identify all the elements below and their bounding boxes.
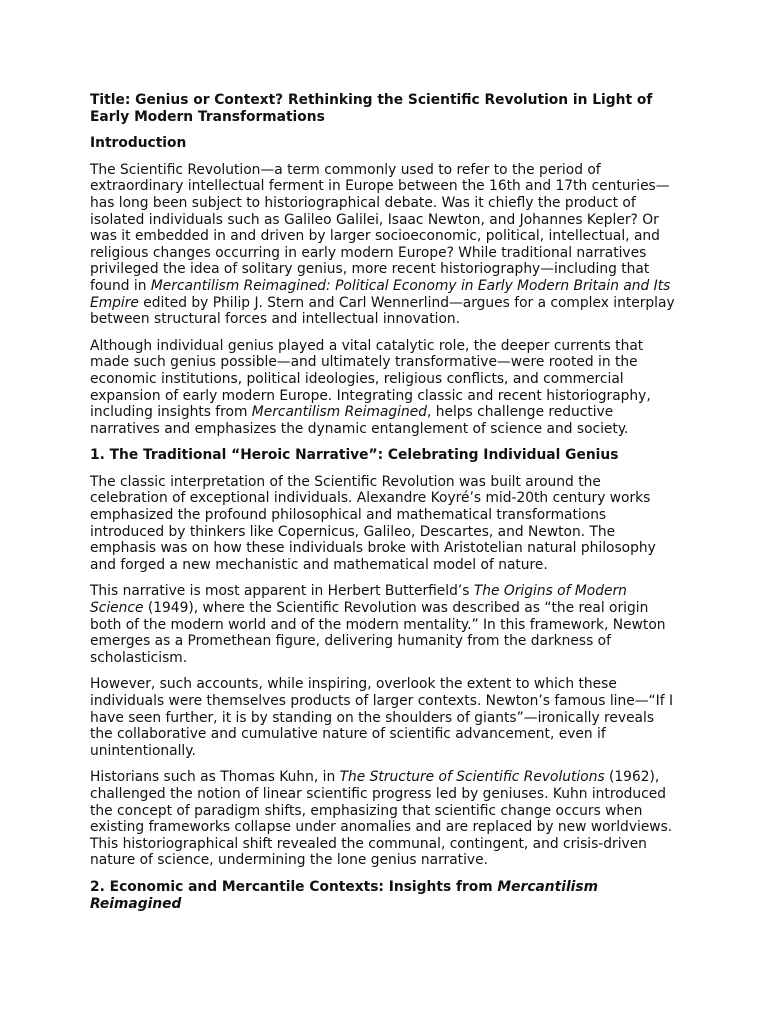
intro-p1-book-title: Mercantilism Reimagined: Political Economy in Early Modern Britain and Its Empire [90, 277, 671, 311]
intro-p2-book-title: Mercantilism Reimagined [251, 404, 427, 421]
intro-paragraph-2 [90, 338, 680, 438]
s1-p2-text-a: This narrative is most apparent in Herbert Butterfield’s [90, 583, 474, 600]
intro-p2-text-a: Although individual genius played a vital catalytic role, the deeper currents that made such genius possible—and ultimately transformative—were rooted in the economic institutions, political ideologies, religious conflicts, and commercial expansion of early modern Europe. Integrating classic and recent historiography, including insights from [90, 337, 651, 421]
s1-p4-text-a: Historians such as Thomas Kuhn, in [90, 769, 340, 786]
intro-p1-text-a: The Scientific Revolution—a term commonly used to refer to the period of extraordinary intellectual ferment in Europe between the 16th and 17th centuries—has long been subject to historiographical debate. Was it chiefly the product of isolated individuals such as Galileo Galilei, Isaac Newton, and Johannes Kepler? Or was it embedded in and driven by larger socioeconomic, political, intellectual, and religious changes occurring in early modern Europe? While traditional narratives privileged the idea of solitary genius, more recent historiography—including that found in [90, 161, 670, 294]
document-title: Title: Genius or Context? Rethinking the Scientific Revolution in Light of Early Modern Transformations [90, 92, 653, 125]
s1-p4-book-title: The Structure of Scientific Revolutions [339, 769, 605, 786]
s1-p4-text-b: (1962), challenged the notion of linear scientific progress led by geniuses. Kuhn introduced the concept of paradigm shifts, emphasizing that scientific change occurs when existing frameworks collapse under anomalies and are replaced by new worldviews. This historiographical shift revealed the communal, contingent, and crisis-driven nature of science, undermining the lone genius narrative. [90, 769, 673, 869]
s1-p2-book-title: The Origins of Modern Science [90, 583, 627, 617]
intro-p2-text-b: , helps challenge reductive narratives and emphasizes the dynamic entanglement of science and society. [90, 404, 629, 437]
intro-heading: Introduction [90, 135, 187, 152]
s2-heading-book-title: Mercantilism Reimagined [90, 878, 598, 912]
intro-p1-text-b: edited by Philip J. Stern and Carl Wennerlind—argues for a complex interplay between structural forces and intellectual innovation. [90, 294, 675, 328]
s1-p2-text-b: (1949), where the Scientific Revolution was described as “the real origin both of the modern world and of the modern mentality.” In this framework, Newton emerges as a Promethean figure, delivering humanity from the darkness of scholasticism. [90, 600, 666, 666]
section-1-paragraph-1: The classic interpretation of the Scientific Revolution was built around the celebration of exceptional individuals. Alexandre Koyré’s mid-20th century works emphasized the profound philosophical and mathematical transformations introduced by thinkers like Copernicus, Galileo, Descartes, and Newton. The emphasis was on how these individuals broke with Aristotelian natural philosophy and forged a new mechanistic and mathematical model of nature. [90, 473, 656, 573]
section-1-paragraph-4 [90, 769, 680, 869]
section-1-paragraph-2 [90, 583, 680, 666]
s2-heading-text: 2. Economic and Mercantile Contexts: Insights from [90, 878, 498, 895]
section-2-heading [90, 879, 680, 912]
section-1-heading: 1. The Traditional “Heroic Narrative”: Celebrating Individual Genius [90, 447, 619, 464]
section-1-paragraph-3: However, such accounts, while inspiring, overlook the extent to which these individuals were themselves products of larger contexts. Newton’s famous line—“If I have seen further, it is by standing on the shoulders of giants”—ironically reveals the collaborative and cumulative nature of scientific advancement, even if unintentionally. [90, 676, 674, 759]
intro-paragraph-1 [90, 162, 680, 328]
